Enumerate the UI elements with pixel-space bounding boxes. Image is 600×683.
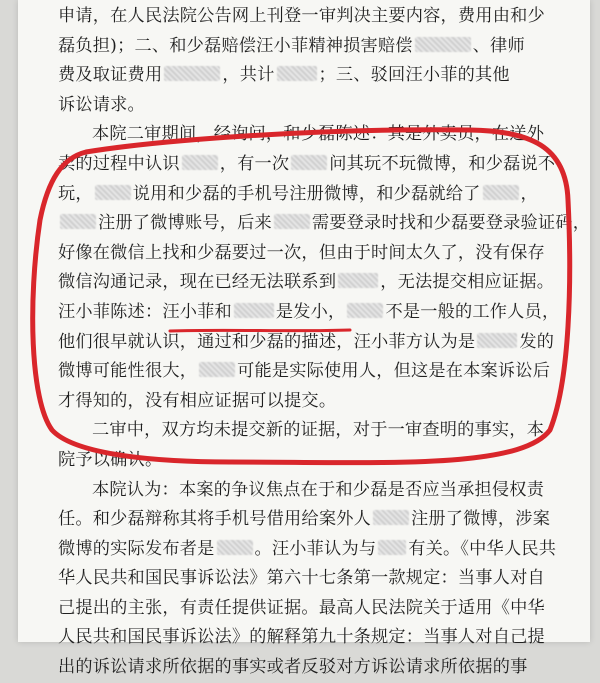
text-line: 任。和少磊辩称其将手机号借用给案外人 注册了微博，涉案 [58,509,551,530]
redacted-text [95,185,131,200]
text-line: 磊负担)；二、和少磊赔偿汪小菲精神损害赔偿 、律师 [58,35,525,56]
redacted-text [477,333,517,348]
text-line: 诉讼请求。 [58,94,145,115]
redacted-text [234,303,274,318]
redacted-text [373,510,409,525]
text-line: 华人民共和国民事诉讼法》第六十七条第一款规定：当事人对自 [58,568,545,589]
redacted-text [217,540,253,555]
redacted-text [378,540,406,555]
redacted-text [164,66,220,81]
redacted-text [60,214,96,229]
redacted-text [347,303,383,318]
text-line: 才得知的，没有相应证据可以提交。 [58,390,337,411]
redacted-text [199,362,235,377]
text-line: 卖的过程中认识 ，有一次 问其玩不玩微博，和少磊说不 [58,153,556,174]
text-line: 本院认为：本案的争议焦点在于和少磊是否应当承担侵权责 [92,479,545,500]
text-line: 好像在微信上找和少磊要过一次，但由于时间太久了，没有保存 [58,242,545,263]
redacted-text [277,66,317,81]
text-line: 费及取证费用 ，共计 ；三、驳回汪小菲的其他 [58,65,510,86]
text-line: 微信沟通记录，现在已经无法联系到 ，无法提交相应证据。 [58,272,555,293]
redacted-text [483,185,519,200]
text-line: 本院二审期间，经询问，和少磊陈述：其是外卖员，在送外 [92,124,545,145]
text-line: 玩， 说用和少磊的手机号注册微博，和少磊就给了 ， [58,183,538,204]
text-line: 注册了微博账号，后来 需要登录时找和少磊要登录验证码， [58,209,538,239]
judgment-text [58,2,591,683]
text-line: 出的诉讼请求所依据的事实或者反驳对方诉讼请求所依据的事 [58,657,528,678]
text-line: 申请，在人民法院公告网上刊登一审判决主要内容，费用由和少 [58,6,545,26]
text-line: 人民共和国民事诉讼法》的解释第九十条规定：当事人对自己提 [58,627,545,648]
redacted-text [182,155,218,170]
redacted-text [274,214,310,229]
text-line: 汪小菲陈述：汪小菲和 是发小， 不是一般的工作人员， [58,301,560,322]
text-line: 他们很早就认识，通过和少磊的描述，汪小菲方认为是 发的 [58,331,555,352]
text-line: 院予以确认。 [58,449,163,470]
text-line: 微博可能性很大， 可能是实际使用人，但这是在本案诉讼后 [58,361,551,382]
text-line: 二审中，双方均未提交新的证据，对于一审查明的事实，本 [92,420,545,441]
redacted-text [291,155,327,170]
redacted-text [415,37,471,52]
text-line: 己提出的主张，有责任提供证据。最高人民法院关于适用《中华 [58,597,545,618]
redacted-text [338,273,378,288]
text-line: 微博的实际发布者是 。汪小菲认为与 有关。《中华人民共 [58,538,557,559]
